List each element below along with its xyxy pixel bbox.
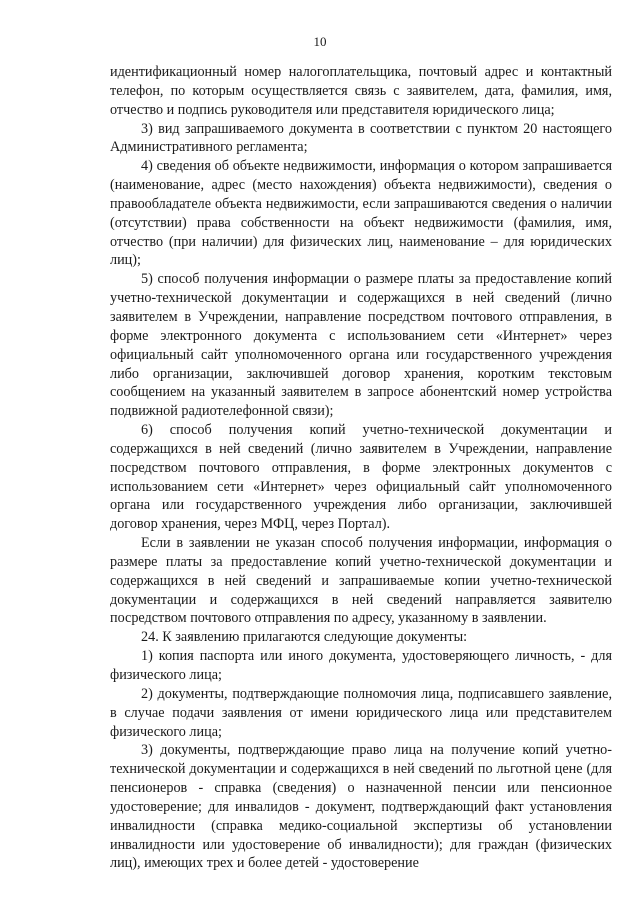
paragraph-item-6: 6) способ получения копий учетно-технической документации и содержащихся в ней сведений (лично заявителем в Учреждении, направление посредством почтового отправления, в форме электронных документов с использованием сети «Интернет» через официальный сайт уполномоченного органа или государственного учреждения либо организации, заключившей договор хранения, через МФЦ, через Портал).: [110, 422, 612, 533]
page-number: 10: [313, 34, 327, 49]
paragraph-attachment-3: 3) документы, подтверждающие право лица на получение копий учетно-технической документации и содержащихся в ней сведений по льготной цене (для пенсионеров - справка (сведения) о назначенной пенсии или пенсионное удостоверение; для инвалидов - документ, подтверждающий факт установления инвалидности (справка медико-социальной экспертизы об установлении инвалидности или удостоверение об инвалидности); для граждан (физических лиц), имеющих трех и более детей - удостоверение: [110, 742, 612, 872]
paragraph-item-3: 3) вид запрашиваемого документа в соответствии с пунктом 20 настоящего Административного регламента;: [110, 120, 612, 156]
paragraph-attachment-2: 2) документы, подтверждающие полномочия лица, подписавшего заявление, в случае подачи заявления от имени юридического лица или представителем физического лица;: [110, 685, 612, 740]
paragraph-item-5: 5) способ получения информации о размере платы за предоставление копий учетно-технической документации и содержащихся в ней сведений (лично заявителем в Учреждении, направление посредством почтового отправления, в форме электронного документа с использованием сети «Интернет» через официальный сайт уполномоченного органа или государственного учреждения либо организации, заключившей договор хранения, коротким текстовым сообщением на указанный заявителем в запросе абонентский номер устройства подвижной радиотелефонной связи);: [110, 271, 612, 420]
paragraph-applicant-details-continued: идентификационный номер налогоплательщика, почтовый адрес и контактный телефон, по которым осуществляется связь с заявителем, дата, фамилия, имя, отчество и подпись руководителя или представителя юридического лица;: [110, 64, 612, 118]
paragraph-attachment-1: 1) копия паспорта или иного документа, удостоверяющего личность, - для физического лица;: [110, 648, 612, 683]
paragraph-no-method-specified: Если в заявлении не указан способ получения информации, информация о размере платы за предоставление копий учетно-технической документации и содержащихся в ней сведений и запрашиваемые копии учетно-технической документации и содержащихся в ней сведений направляется заявителю посредством почтового отправления по адресу, указанному в заявлении.: [110, 535, 612, 627]
document-body: [110, 63, 612, 873]
paragraph-section-24-heading: 24. К заявлению прилагаются следующие документы:: [141, 629, 468, 646]
paragraph-item-4: 4) сведения об объекте недвижимости, информация о котором запрашивается (наименование, адрес (место нахождения) объекта недвижимости), сведения о правообладателе объекта недвижимости, если запрашиваются сведения о наличии (отсутствии) права собственности на объект недвижимости (фамилия, имя, отчество (при наличии) для физических лиц, наименование – для юридических лиц);: [110, 158, 612, 269]
